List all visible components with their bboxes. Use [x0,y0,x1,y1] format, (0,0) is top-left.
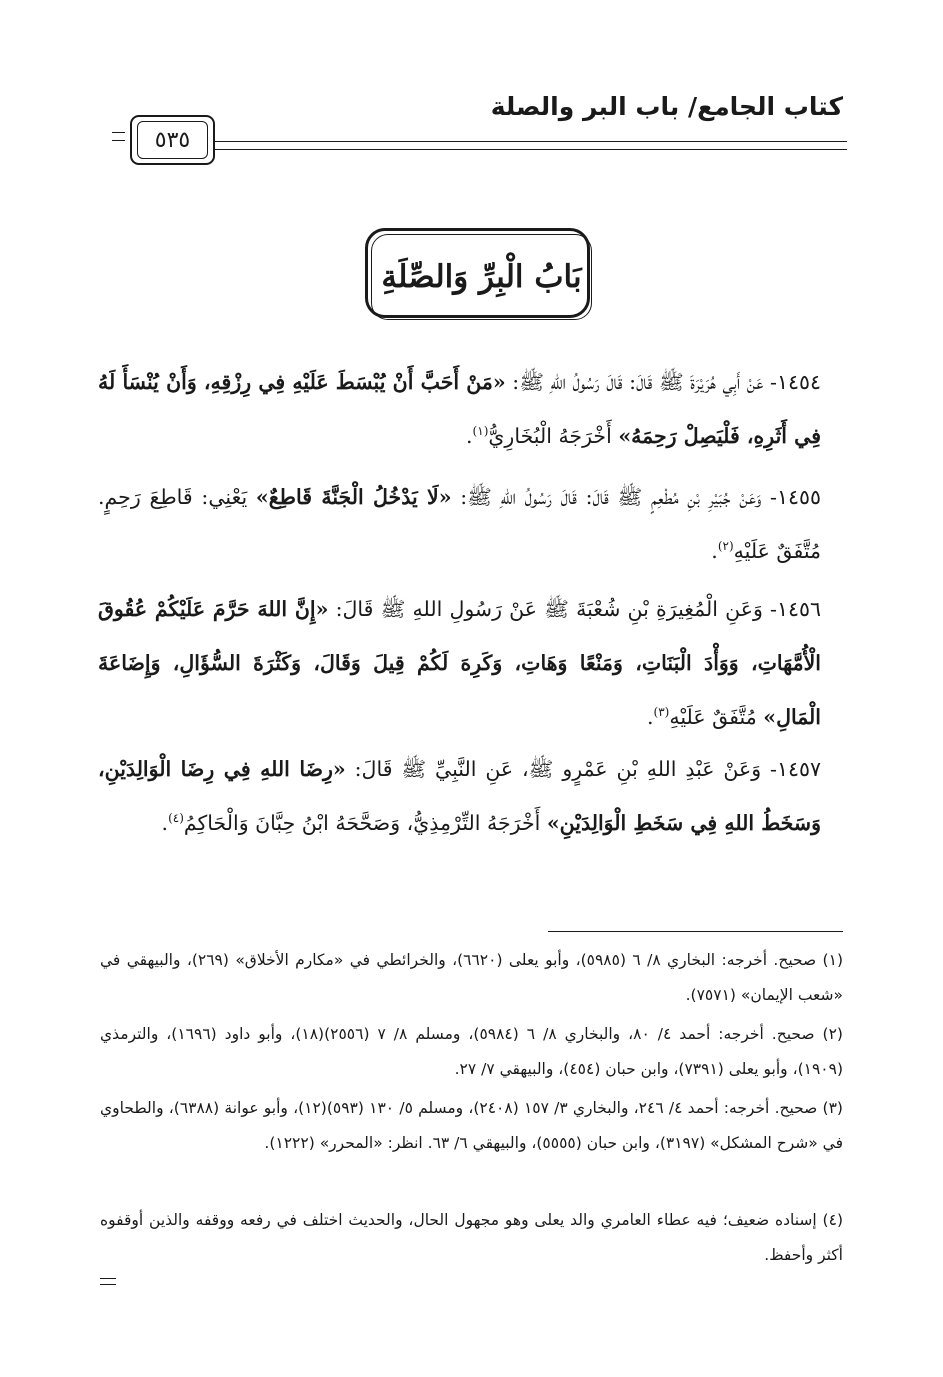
hadith-source: مُتَّفَقٌ عَلَيْهِ [669,705,757,729]
footnote-divider [548,931,843,932]
hadith-intro: ١٤٥٤- عَنْ أَبِي هُرَيْرَةَ ﷺ قَالَ: قَالَ رَسُولُ اللهِ ﷺ: [512,370,821,394]
footnote-ref: (٤) [168,811,184,826]
hadith-intro: ١٤٥٧- وَعَنْ عَبْدِ اللهِ بْنِ عَمْرٍو ﷺ، عَنِ النَّبِيِّ ﷺ قَالَ: [354,757,821,781]
footnote-ref: (١) [472,424,489,439]
hadith-quote: «رِضَا اللهِ فِي رِضَا الْوَالِدَيْنِ، وَسَخَطُ اللهِ فِي سَخَطِ الْوَالِدَيْنِ» [98,757,821,835]
header-rule-top [215,141,847,142]
hadith-quote: «مَنْ أَحَبَّ أَنْ يُبْسَطَ عَلَيْهِ فِي رِزْقِهِ، وَأَنْ يُنْسَأَ لَهُ فِي أَثَرِهِ، فَلْيَصِلْ رَحِمَهُ» [98,370,821,448]
footnote-2: (٢) صحيح. أخرجه: أحمد ٤/ ٨٠، والبخاري ٨/ ٦ (٥٩٨٤)، ومسلم ٨/ ٧ (٢٥٥٦)(١٨)، وأبو داود (١٦٩٦)، والترمذي (١٩٠٩)، وأبو يعلى (٧٣٩١)، وابن حبان (٤٥٤)، والبيهقي ٧/ ٢٧. [100,1025,843,1078]
hadith-1455 [98,470,821,578]
header-double-line-mark [112,132,125,148]
hadith-period: . [711,539,718,563]
hadith-period: . [647,705,654,729]
hadith-intro: ١٤٥٦- وَعَنِ الْمُغِيرَةِ بْنِ شُعْبَةَ ﷺ عَنْ رَسُولِ اللهِ ﷺ قَالَ: [335,597,821,621]
hadith-intro: ١٤٥٥- وَعَنْ جُبَيْرِ بْنِ مُطْعِمٍ ﷺ قَالَ: قَالَ رَسُولُ اللهِ ﷺ: [460,485,822,509]
chapter-title: بَابُ الْبِرِّ وَالصِّلَةِ [371,234,592,320]
hadith-source: يَعْنِي: قَاطِعَ رَحِمٍ. مُتَّفَقٌ عَلَيْهِ [98,485,821,563]
hadith-1456 [98,582,821,744]
hadith-quote: «لَا يَدْخُلُ الْجَنَّةَ قَاطِعٌ» [255,485,452,509]
footnote-ref: (٣) [653,705,670,720]
page-number: ٥٣٥ [137,121,208,159]
hadith-source: أَخْرَجَهُ التِّرْمِذِيُّ، وَصَحَّحَهُ ابْنُ حِبَّانَ وَالْحَاكِمُ [183,811,541,835]
footnote-3: (٣) صحيح. أخرجه: أحمد ٤/ ٢٤٦، والبخاري ٣/ ١٥٧ (٢٤٠٨)، ومسلم ٥/ ١٣٠ (٥٩٣)(١٢)، وأبو عوانة (٦٣٨٨)، والطحاوي في «شرح المشكل» (٣١٩٧)، وابن حبان (٥٥٥٥)، والبيهقي ٦/ ٦٣. انظر: «المحرر» (١٢٢٢). [100,1099,843,1152]
hadith-period: . [161,811,169,835]
header-rule-bottom [215,149,847,150]
running-header-title: كتاب الجامع/ باب البر والصلة [490,92,843,121]
footnote-ref: (٢) [717,539,734,554]
hadith-source: أَخْرَجَهُ الْبُخَارِيُّ [488,424,612,448]
hadith-1457 [98,742,821,850]
hadith-period: . [466,424,473,448]
hadith-1454 [98,355,821,463]
footnote-4: (٤) إسناده ضعيف؛ فيه عطاء العامري والد يعلى وهو مجهول الحال، والحديث اختلف في رفعه ووقفه والذين أوقفوه أكثر وأحفظ. [100,1211,843,1264]
footnote-1: (١) صحيح. أخرجه: البخاري ٨/ ٦ (٥٩٨٥)، وأبو يعلى (٦٦٢٠)، والخرائطي في «مكارم الأخلاق» (٢٦٩)، والبيهقي في «شعب الإيمان» (٧٥٧١). [100,951,843,1004]
hadith-quote: «إِنَّ اللهَ حَرَّمَ عَلَيْكُمْ عُقُوقَ الْأُمَّهَاتِ، وَوَأْدَ الْبَنَاتِ، وَمَنْعًا وَهَاتِ، وَكَرِهَ لَكُمْ قِيلَ وَقَالَ، وَكَثْرَةَ السُّؤَالِ، وَإِضَاعَةَ الْمَالِ» [98,597,821,729]
page-end-double-line-mark [100,1278,116,1290]
page-number-frame [130,115,215,165]
